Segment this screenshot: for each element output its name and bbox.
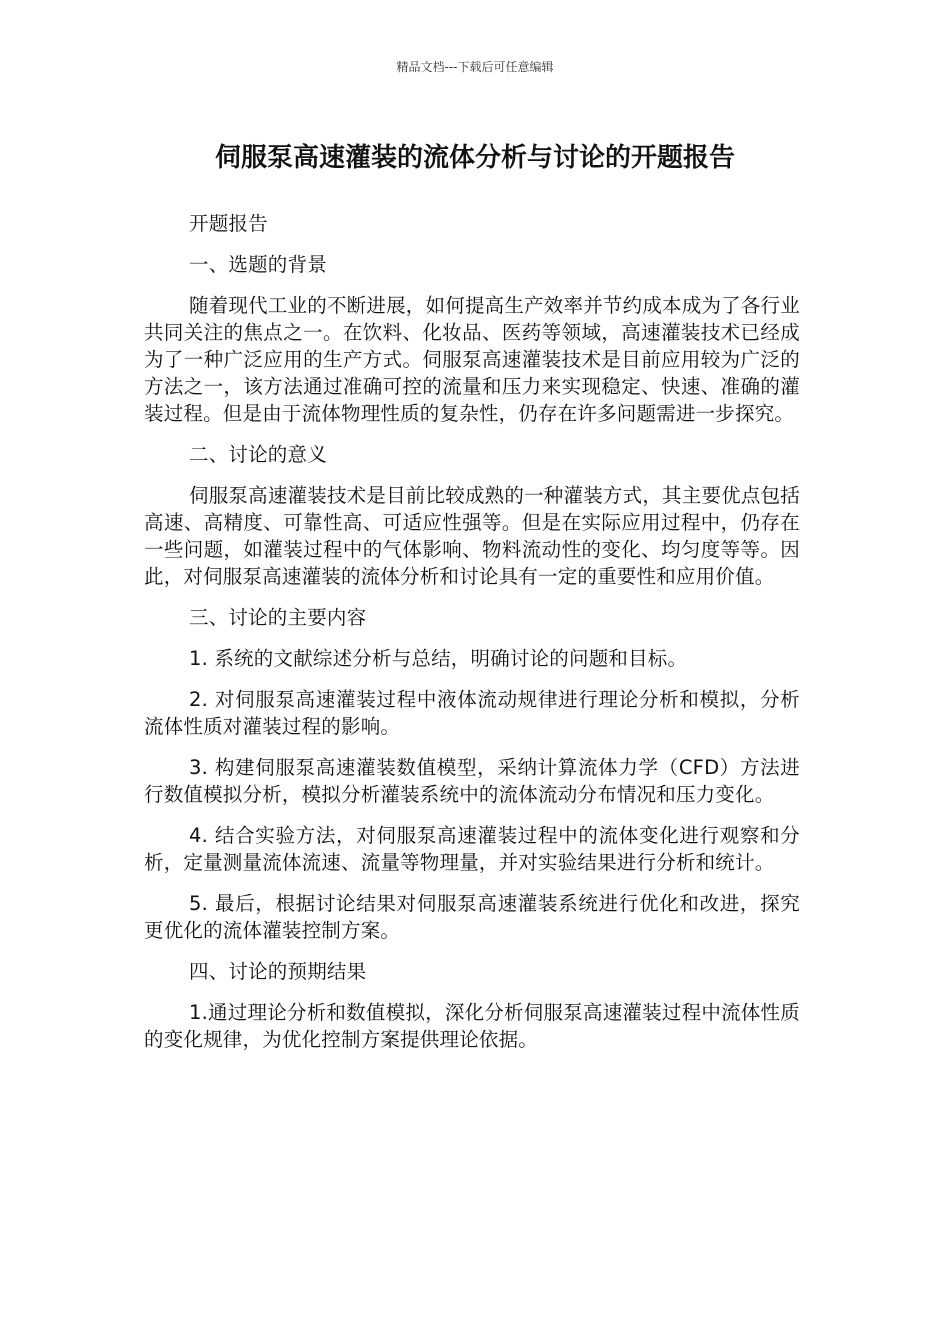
list-item-result-1: 1.通过理论分析和数值模拟，深化分析伺服泵高速灌装过程中流体性质的变化规律，为优化控制方案提供理论依据。 (144, 1001, 800, 1051)
paragraph-significance: 伺服泵高速灌装技术是目前比较成熟的一种灌装方式，其主要优点包括高速、高精度、可靠性高、可适应性强等。但是在实际应用过程中，仍存在一些问题，如灌装过程中的气体影响、物料流动性的变化、均匀度等等。因此，对伺服泵高速灌装的流体分析和讨论具有一定的重要性和应用价值。 (144, 484, 800, 588)
paragraph-background: 随着现代工业的不断进展，如何提高生产效率并节约成本成为了各行业共同关注的焦点之一。在饮料、化妆品、医药等领域，高速灌装技术已经成为了一种广泛应用的生产方式。伺服泵高速灌装技术是目前应用较为广泛的方法之一，该方法通过准确可控的流量和压力来实现稳定、快速、准确的灌装过程。但是由于流体物理性质的复杂性，仍存在许多问题需进一步探究。 (144, 294, 800, 425)
section-heading-expected-results: 四、讨论的预期结果 (189, 960, 367, 983)
section-heading-significance: 二、讨论的意义 (189, 443, 327, 466)
list-item-content-2: 2. 对伺服泵高速灌装过程中液体流动规律进行理论分析和模拟，分析流体性质对灌装过程的影响。 (144, 688, 800, 738)
paragraph-report-label: 开题报告 (189, 212, 268, 235)
section-heading-background: 一、选题的背景 (189, 253, 327, 276)
list-item-content-5: 5. 最后，根据讨论结果对伺服泵高速灌装系统进行优化和改进，探究更优化的流体灌装控制方案。 (144, 892, 800, 942)
document-body (144, 210, 800, 1067)
list-item-content-4: 4. 结合实验方法，对伺服泵高速灌装过程中的流体变化进行观察和分析，定量测量流体流速、流量等物理量，并对实验结果进行分析和统计。 (144, 824, 800, 874)
section-heading-main-content: 三、讨论的主要内容 (189, 606, 367, 629)
list-item-content-1: 1. 系统的文献综述分析与总结，明确讨论的问题和目标。 (189, 647, 688, 670)
document-title: 伺服泵高速灌装的流体分析与讨论的开题报告 (214, 143, 735, 173)
list-item-content-3: 3. 构建伺服泵高速灌装数值模型，采纳计算流体力学（CFD）方法进行数值模拟分析，模拟分析灌装系统中的流体流动分布情况和压力变化。 (144, 756, 800, 806)
page-header-note: 精品文档---下载后可任意编辑 (396, 60, 554, 74)
